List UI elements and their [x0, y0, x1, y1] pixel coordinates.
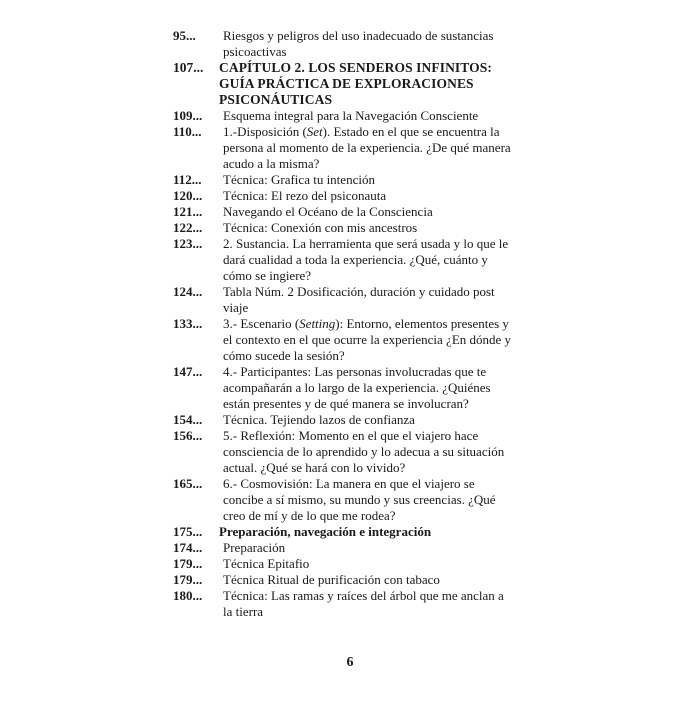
toc-page-number: 122... [173, 220, 203, 235]
toc-entry [173, 284, 513, 316]
toc-entry-title: Técnica: Grafica tu intención [223, 172, 375, 187]
toc-entry [173, 172, 513, 188]
toc-page-number: 180... [173, 588, 203, 603]
toc-page-number: 154... [173, 412, 203, 427]
toc-entry-title: 5.- Reflexión: Momento en el que el viajero hace consciencia de lo aprendido y lo adecua a su situación actual. ¿Qué se hará con lo vivido? [223, 428, 505, 475]
toc-page-number: 165... [173, 476, 203, 491]
toc-page-number: 120... [173, 188, 203, 203]
toc-entry [173, 124, 513, 172]
toc-entry [173, 364, 513, 412]
toc-entry-title: Esquema integral para la Navegación Consciente [223, 108, 479, 123]
toc-page-number: 107... [173, 60, 204, 75]
toc-entry-title: CAPÍTULO 2. LOS SENDEROS INFINITOS: GUÍA PRÁCTICA DE EXPLORACIONES PSICONÁUTICAS [219, 60, 492, 107]
toc-entry-title: 1.-Disposición (Set). Estado en el que se encuentra la persona al momento de la experiencia. ¿De qué manera acudo a la misma? [223, 124, 511, 171]
toc-page-number: 95... [173, 28, 196, 43]
toc-entry-title: Técnica: Conexión con mis ancestros [223, 220, 418, 235]
toc-entry-title: 4.- Participantes: Las personas involucradas que te acompañarán a lo largo de la experiencia. ¿Quiénes están presentes y de qué manera se involucran? [223, 364, 491, 411]
toc-section-heading [173, 524, 513, 540]
table-of-contents [173, 28, 513, 620]
toc-entry [173, 316, 513, 364]
toc-page-number: 179... [173, 556, 203, 571]
toc-page-number: 156... [173, 428, 203, 443]
toc-page-number: 109... [173, 108, 203, 123]
toc-page-number: 175... [173, 524, 203, 539]
toc-entry-title: Tabla Núm. 2 Dosificación, duración y cuidado post viaje [223, 284, 495, 315]
toc-entry [173, 220, 513, 236]
toc-entry-title: 6.- Cosmovisión: La manera en que el viajero se concibe a sí mismo, su mundo y sus creencias. ¿Qué creo de mí y de lo que me rodea? [223, 476, 496, 523]
toc-page-number: 112... [173, 172, 202, 187]
page-number: 6 [346, 655, 354, 670]
toc-entry [173, 540, 513, 556]
toc-page-number: 174... [173, 540, 203, 555]
toc-entry [173, 476, 513, 524]
toc-page-number: 110... [173, 124, 202, 139]
toc-entry [173, 556, 513, 572]
toc-entry-title: Técnica: Las ramas y raíces del árbol que me anclan a la tierra [223, 588, 504, 619]
toc-entry-title: Preparación [223, 540, 286, 555]
toc-entry [173, 188, 513, 204]
toc-entry-title: Riesgos y peligros del uso inadecuado de sustancias psicoactivas [223, 28, 494, 59]
toc-entry [173, 572, 513, 588]
toc-entry-title: Técnica Epitafio [223, 556, 310, 571]
toc-page-number: 121... [173, 204, 203, 219]
toc-entry [173, 588, 513, 620]
toc-entry-title: Técnica Ritual de purificación con tabaco [223, 572, 440, 587]
toc-entry-title: Navegando el Océano de la Consciencia [223, 204, 433, 219]
toc-entry-title: 2. Sustancia. La herramienta que será usada y lo que le dará cualidad a toda la experiencia. ¿Qué, cuánto y cómo se ingiere? [223, 236, 509, 283]
toc-entry [173, 428, 513, 476]
toc-entry-title: Técnica: El rezo del psiconauta [223, 188, 387, 203]
toc-page-number: 147... [173, 364, 203, 379]
toc-page-number: 123... [173, 236, 203, 251]
toc-page-number: 133... [173, 316, 203, 331]
toc-entry [173, 412, 513, 428]
toc-entry [173, 108, 513, 124]
toc-entry-title: Técnica. Tejiendo lazos de confianza [223, 412, 415, 427]
toc-page-number: 124... [173, 284, 203, 299]
toc-entry [173, 28, 513, 60]
toc-entry-title: Preparación, navegación e integración [219, 524, 432, 539]
toc-page-number: 179... [173, 572, 203, 587]
toc-chapter-heading [173, 60, 513, 108]
toc-entry-title: 3.- Escenario (Setting): Entorno, elementos presentes y el contexto en el que ocurre la experiencia ¿En dónde y cómo sucede la sesión? [223, 316, 512, 363]
toc-entry [173, 204, 513, 220]
toc-entry [173, 236, 513, 284]
